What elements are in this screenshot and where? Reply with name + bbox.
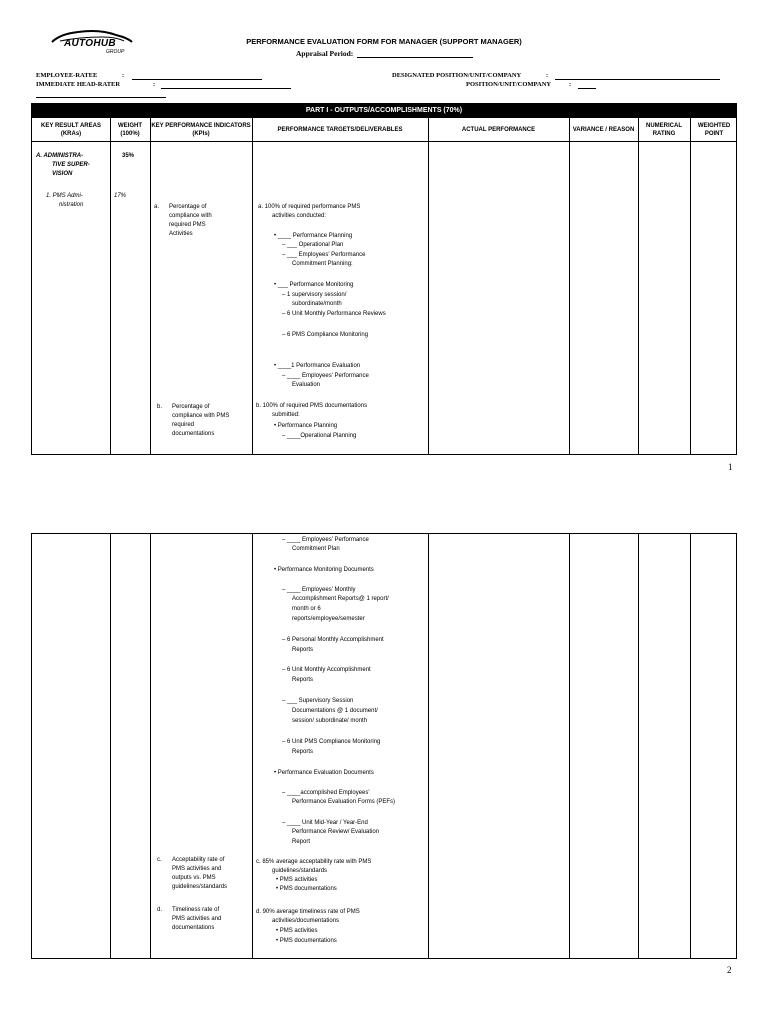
target-line: • Performance Evaluation Documents xyxy=(274,770,374,776)
target-line: • ____1 Performance Evaluation xyxy=(274,363,361,369)
kpi-b-marker: b. xyxy=(157,404,163,410)
column-header-weighted-point: WEIGHTED POINT xyxy=(697,122,731,137)
target-line: Reports xyxy=(292,749,314,755)
target-line: • Performance Monitoring Documents xyxy=(274,567,374,573)
target-line: a. 100% of required performance PMS xyxy=(258,204,361,210)
target-line: • Performance Planning xyxy=(274,423,338,429)
target-line: • PMS documentations xyxy=(276,886,337,892)
target-line: month or 6 xyxy=(292,606,321,612)
position-field[interactable] xyxy=(578,88,596,89)
target-line: – 6 Unit Monthly Performance Reviews xyxy=(282,311,386,317)
kpi-c-line: guidelines/standards xyxy=(172,884,228,890)
column-header-kpis: KEY PERFORMANCE INDICATORS (KPIs) xyxy=(151,122,251,137)
target-line: – 1 supervisory session/ xyxy=(282,292,347,298)
column-header-actual: ACTUAL PERFORMANCE xyxy=(461,126,536,133)
target-line: • ____ Performance Planning xyxy=(274,233,353,239)
part1-table-page1 xyxy=(31,103,737,455)
kra-a-line2: TIVE SUPER- xyxy=(52,162,90,168)
kpi-c-line: PMS activities and xyxy=(172,866,222,872)
employee-ratee-colon: : xyxy=(122,72,125,79)
target-line: • PMS activities xyxy=(276,877,318,883)
logo-wordmark: AUTOHUB xyxy=(64,38,116,49)
kpi-c-marker: c. xyxy=(157,857,162,863)
target-line: Performance Evaluation Forms (PEFs) xyxy=(292,799,396,805)
target-line: – 6 Unit PMS Compliance Monitoring xyxy=(282,739,381,745)
target-line: • PMS documentations xyxy=(276,938,337,944)
column-header-numerical-rating: NUMERICAL RATING xyxy=(646,122,682,137)
kpi-d-marker: d. xyxy=(157,907,163,913)
target-line: c. 85% average acceptability rate with PMS xyxy=(256,859,372,865)
weight-a: 35% xyxy=(122,153,135,159)
target-line: – ___ Employees' Performance xyxy=(282,252,366,258)
extra-rater-field[interactable] xyxy=(36,97,166,98)
designated-position-field[interactable] xyxy=(555,79,720,80)
target-line: guidelines/standards xyxy=(272,868,328,874)
kpi-c-line: Acceptability rate of xyxy=(172,857,225,863)
employee-ratee-field[interactable] xyxy=(132,79,262,80)
kra-1-line1: 1. PMS Admi- xyxy=(46,193,83,199)
target-line: – ____ Employees' Performance xyxy=(282,537,369,543)
target-line: reports/employee/semester xyxy=(292,616,365,622)
target-line: activities/documentations xyxy=(272,918,340,924)
column-header-targets: PERFORMANCE TARGETS/DELIVERABLES xyxy=(277,126,403,133)
kra-a-line3: VISION xyxy=(52,171,73,177)
autohub-logo xyxy=(50,28,134,58)
target-line: activities conducted: xyxy=(272,213,327,219)
target-line: Commitment Planning: xyxy=(292,261,353,267)
target-line: Report xyxy=(292,839,311,845)
target-line: Documentations @ 1 document/ xyxy=(292,708,378,714)
kpi-a-line: Percentage of xyxy=(169,204,207,210)
kpi-b-line: compliance with PMS xyxy=(172,413,230,419)
target-line: session/ subordinate/ month xyxy=(292,718,368,724)
target-line: submitted: xyxy=(272,412,300,418)
kpi-a-line: required PMS xyxy=(169,222,206,228)
kra-1-line2: nistration xyxy=(59,202,84,208)
target-line: b. 100% of required PMS documentations xyxy=(256,403,368,409)
target-line: – 6 PMS Compliance Monitoring xyxy=(282,332,369,338)
kpi-a-marker: a. xyxy=(154,204,160,210)
designated-position-label: DESIGNATED POSITION/UNIT/COMPANY xyxy=(392,72,522,79)
kpi-b-line: Percentage of xyxy=(172,404,210,410)
kpi-d-line: documentations xyxy=(172,925,215,931)
appraisal-period-label: Appraisal Period: xyxy=(296,49,354,58)
column-header-kras: KEY RESULT AREAS (KRAs) xyxy=(41,122,101,137)
target-line: – ____ Employees' Monthly xyxy=(282,587,356,593)
part1-table-page2 xyxy=(31,533,737,959)
appraisal-period-field[interactable] xyxy=(357,57,473,58)
kra-a-line1: A. ADMINISTRA- xyxy=(36,153,84,159)
target-line: – ____ Employees' Performance xyxy=(282,373,369,379)
target-line: – 6 Unit Monthly Accomplishment xyxy=(282,667,371,673)
target-line: – ____ Unit Mid-Year / Year-End xyxy=(282,820,368,826)
column-header-variance: VARIANCE / REASON xyxy=(572,126,635,133)
target-line: d. 90% average timeliness rate of PMS xyxy=(256,909,360,915)
weight-1: 17% xyxy=(114,193,127,199)
employee-ratee-label: EMPLOYEE-RATEE xyxy=(36,72,98,79)
target-line: • PMS activities xyxy=(276,928,318,934)
column-header-weight: WEIGHT (100%) xyxy=(118,122,142,137)
target-line: Commitment Plan xyxy=(292,546,340,552)
target-line: • ___ Performance Monitoring xyxy=(274,282,354,288)
kpi-d-line: Timeliness rate of xyxy=(172,907,220,913)
immediate-head-rater-label: IMMEDIATE HEAD-RATER xyxy=(36,81,121,88)
immediate-head-rater-field[interactable] xyxy=(161,88,291,89)
target-line: – ____Operational Planning xyxy=(282,433,357,439)
kpi-b-line: documentations xyxy=(172,431,215,437)
position-colon: : xyxy=(569,81,572,88)
page-number-2: 2 xyxy=(727,965,732,975)
kpi-d-line: PMS activities and xyxy=(172,916,222,922)
kpi-b-line: required xyxy=(172,422,195,428)
target-line: – 6 Personal Monthly Accomplishment xyxy=(282,637,384,643)
target-line: – ___ Operational Plan xyxy=(282,242,344,248)
kpi-c-line: outputs vs. PMS xyxy=(172,875,216,881)
form-title: PERFORMANCE EVALUATION FORM FOR MANAGER (SUPPORT MANAGER) xyxy=(246,37,522,46)
target-line: – ____accomplished Employees' xyxy=(282,790,370,796)
target-line: Accomplishment Reports@ 1 report/ xyxy=(292,596,389,602)
target-line: Evaluation xyxy=(292,382,321,388)
immediate-head-rater-colon: : xyxy=(153,81,156,88)
designated-position-colon: : xyxy=(546,72,549,79)
target-line: – ___ Supervisory Session xyxy=(282,698,354,704)
part1-title: PART I - OUTPUTS/ACCOMPLISHMENTS (70%) xyxy=(32,104,736,117)
logo-subtext: GROUP xyxy=(106,49,125,55)
target-line: Reports xyxy=(292,677,314,683)
position-label: POSITION/UNIT/COMPANY xyxy=(466,81,552,88)
kpi-a-line: Activities xyxy=(169,231,193,237)
page-number-1: 1 xyxy=(728,462,733,472)
target-line: subordinate/month xyxy=(292,301,342,307)
kpi-a-line: compliance with xyxy=(169,213,212,219)
target-line: Performance Review/ Evaluation xyxy=(292,829,380,835)
target-line: Reports xyxy=(292,647,314,653)
